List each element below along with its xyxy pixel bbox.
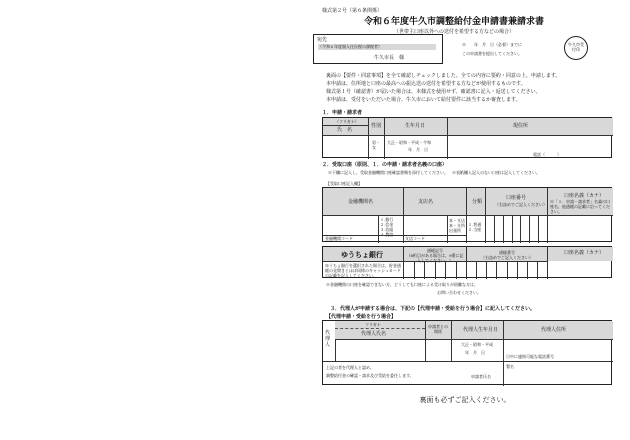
agent-address-label: 代理人住所 <box>541 327 567 333</box>
back-note: 裏面も必ずご記入ください。 <box>419 396 511 404</box>
bank-type-option[interactable]: ３.信組 <box>380 227 394 232</box>
birth-ymd: 年 月 日 <box>408 147 428 152</box>
divider <box>447 215 448 243</box>
yucho-num-label: 通帳番号 <box>499 250 515 255</box>
agent-name-label: 代理人氏名 <box>361 331 387 337</box>
address-input[interactable] <box>449 136 611 150</box>
applicant-name-label: 申請者氏名 <box>471 374 491 379</box>
instruction-line: 裏面の【要件・同意事項】を全て確認しチェックしました。全ての内容に要約・同意の上、申請します。 <box>326 73 561 79</box>
agent-birth-label: 代理人生年月日 <box>463 327 499 333</box>
row-divider <box>323 215 613 216</box>
relation-label: 申請者との関係 <box>428 324 448 334</box>
yucho-code-note: （6桁目がある場合は、9番に記入してください。） <box>406 253 464 263</box>
section1-heading: １．申請・請求者 <box>322 110 363 116</box>
yucho-code-cells[interactable] <box>403 261 466 279</box>
kana-divider <box>323 125 368 126</box>
yucho-num-note: （右詰めでご記入ください） <box>481 255 533 260</box>
branch-type-options <box>449 218 465 233</box>
divider <box>425 321 426 361</box>
branch-label: 支店名 <box>418 199 434 205</box>
relation-input[interactable] <box>427 341 449 359</box>
type-label: 分類 <box>472 199 483 205</box>
account-no-label: 口座番号 <box>506 195 527 201</box>
account-type-option[interactable]: ２.当座 <box>468 227 482 232</box>
deadline-line: ※ 年 月 日（必着）までに <box>462 42 522 47</box>
bank-table <box>322 187 612 242</box>
agent-label: 代理人 <box>325 330 331 348</box>
reception-stamp-label: 牛久市受付印 <box>568 42 584 52</box>
row-divider <box>335 339 613 340</box>
agent-kana-label: フリガナ <box>365 322 381 327</box>
yucho-label: ゆうちょ銀行 <box>341 250 383 259</box>
branch-type-option[interactable]: 本・支店 <box>449 218 465 223</box>
birth-label: 生年月日 <box>405 123 426 129</box>
divider <box>547 247 548 279</box>
instruction-line: 本申請は、住所地と口座の最高への振込送の送付を希望する方などが使用するものです。 <box>326 81 526 87</box>
applicant-sign-input[interactable] <box>505 363 611 384</box>
address-label: 現住所 <box>513 123 529 129</box>
consent-text: 上記の者を代理人と認め、 <box>326 365 374 370</box>
branch-type-option[interactable]: 本・支所 <box>449 223 465 228</box>
applicant-table <box>322 117 612 158</box>
account-number-cells[interactable] <box>485 215 547 243</box>
row-divider <box>323 361 613 362</box>
divider <box>368 118 369 159</box>
agent-eras: 大正・昭和・平成 <box>461 342 493 347</box>
name-input[interactable] <box>325 136 366 157</box>
branch-type-option[interactable]: 出張所 <box>449 228 461 233</box>
divider <box>503 321 504 386</box>
bank-type-option[interactable]: ２.信金 <box>380 222 394 227</box>
bank-warning: ※金融機関の口座を確認できない方、どうしても口座による受け取りが困難な方は、 <box>326 282 478 287</box>
kana-label: （フリガナ） <box>335 119 359 124</box>
gender-label: 性別 <box>371 123 382 129</box>
sign-label: 署名 <box>506 364 514 369</box>
reception-stamp <box>564 36 588 60</box>
account-type-option[interactable]: １.普通 <box>468 222 482 227</box>
yucho-code-label: 通帳記号 <box>427 248 443 253</box>
section3-sub: 【代理申請・受給を行う場合】 <box>326 314 397 320</box>
form-id: 様式第２号（第６条関係） <box>322 8 383 14</box>
bank-name-label: 金融機関名 <box>348 199 374 205</box>
branch-code-label: 支店コード <box>405 236 425 241</box>
kana-divider <box>335 328 425 329</box>
consent-text-cont: 調整給付金の確認・請求及び受給を委任します。 <box>326 373 414 378</box>
yucho-holder-label: 口座名義（カナ） <box>564 250 605 256</box>
holder-label: 口座名義（カナ） <box>564 193 605 199</box>
yucho-number-cells[interactable] <box>466 261 547 279</box>
bank-type-option[interactable]: ４.農協 <box>380 232 394 237</box>
instruction-line: 様式第１号（確認書）が届いた場合は、本様式を使用せず、確認書に記入・返送してください。 <box>326 89 541 95</box>
birth-eras: 大正・昭和・平成・令和 <box>387 140 431 145</box>
gender-values: 男・女 <box>372 140 380 150</box>
agent-table <box>322 320 612 385</box>
instructions-list <box>326 73 596 103</box>
bank-type-options <box>380 217 393 237</box>
submit-note: この申請書を提出してください。 <box>462 51 522 56</box>
instruction-line: 本申請は、受付をいただいた場合、牛久市において給付要件に該当するか審査します。 <box>326 97 521 103</box>
form-subtitle: （世帯主口座以外への送付を希望する方などの場合） <box>393 29 514 35</box>
bank-warning-cont: お問い合わせください。 <box>437 290 481 295</box>
bank-code-label: 金融機関コード <box>325 236 353 241</box>
divider <box>447 118 448 159</box>
account-type-options <box>468 222 481 232</box>
addressee-label: 宛先 <box>317 37 328 43</box>
addressee-note: （令和６年度個人住民税の課税者） <box>318 44 436 50</box>
agent-name-input[interactable] <box>337 341 423 359</box>
holder-note: ※「１．申請・請求者」名義の口座名、他通帳の記載に沿ってください。 <box>550 199 610 214</box>
name-label: 氏 名 <box>337 127 353 133</box>
yucho-note: ゆうちょ銀行を選択された場合は、貯金通帳の見開きとほぼ同様のキャッシュカードの記載を記入してください。 <box>325 263 401 278</box>
form-title: 令和６年度牛久市調整給付金申請書兼請求書 <box>363 17 544 27</box>
gender-input[interactable] <box>371 138 381 156</box>
divider <box>384 118 385 159</box>
phone-label: 電話（ ） <box>533 152 561 157</box>
addressee-box <box>313 34 443 64</box>
divider <box>451 321 452 361</box>
applicant-header-row <box>323 118 613 135</box>
mayor-label: 牛久市長 様 <box>374 55 405 61</box>
account-no-note: （右詰めでご記入ください） <box>495 202 547 207</box>
agent-phone-label: 日中に連絡可能な電話番号 <box>506 354 554 359</box>
bank-type-option[interactable]: １.銀行 <box>380 217 394 222</box>
yucho-table <box>322 246 612 278</box>
section3-heading: ３．代理人が申請する場合は、下記の【代理申請・受給を行う場合】に記入してください。 <box>330 306 536 312</box>
agent-ymd: 年 月 日 <box>465 350 485 355</box>
divider <box>378 215 379 243</box>
bank-section-label: 【受取口座記入欄】 <box>326 181 362 186</box>
section2-note: ※下欄に記入し、受取金融機関口座確認書類を添付してください。 ※表紙欄入記入のない口座は記入してください。 <box>328 170 540 175</box>
section2-heading: ２．受取口座（原則、１．の申請・請求者名義の口座） <box>322 162 448 168</box>
